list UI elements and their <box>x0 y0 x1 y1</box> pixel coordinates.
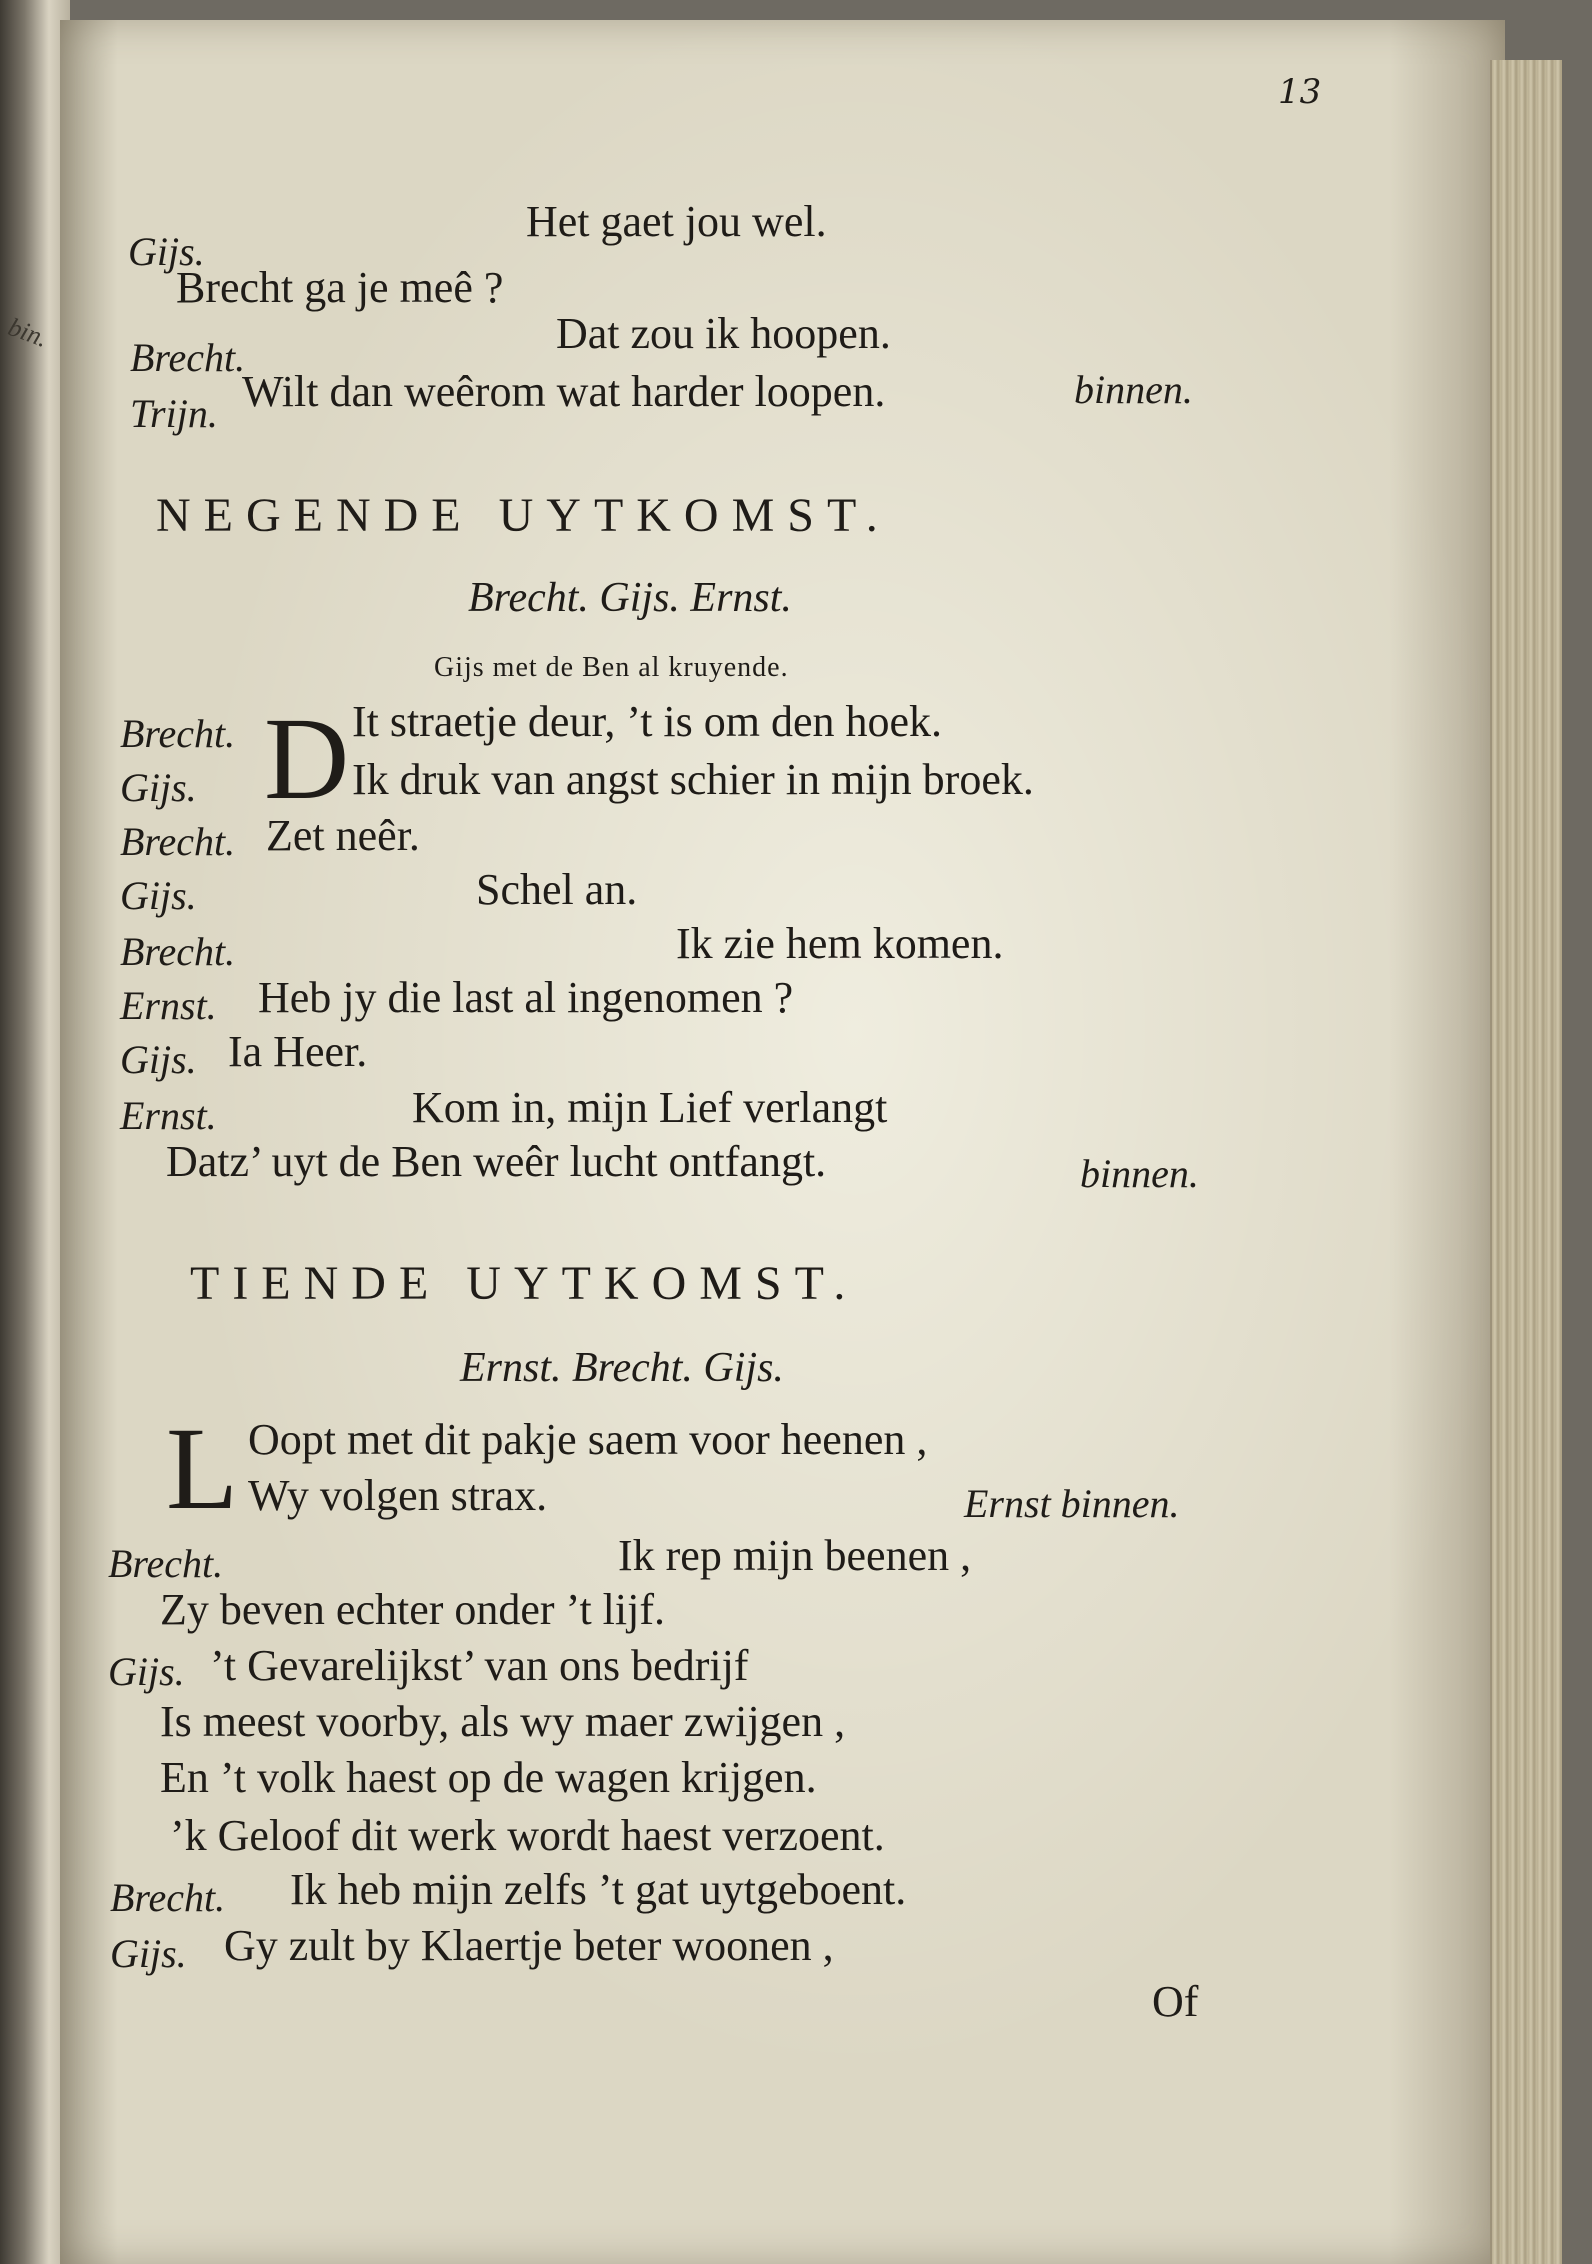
speaker-label: Trijn. <box>130 391 218 436</box>
verse-line: Zet neêr. <box>266 811 420 860</box>
verse-line: Ik heb mijn zelfs ’t gat uytgeboent. <box>290 1865 907 1914</box>
margin-note: bin. <box>4 312 52 353</box>
speaker-label: Brecht. <box>110 1875 226 1920</box>
verse-line: Oopt met dit pakje saem voor heenen , <box>248 1415 928 1464</box>
verse-line: Brecht ga je meê ? <box>176 263 504 312</box>
stage-exit: binnen. <box>1074 367 1193 412</box>
verse-line: Heb jy die last al ingenomen ? <box>258 973 794 1022</box>
verse-line: Wilt dan weêrom wat harder loopen. <box>242 367 886 416</box>
speaker-label: Ernst. <box>120 983 217 1028</box>
page-number: 13 <box>1278 72 1322 112</box>
speaker-label: Brecht. <box>120 819 236 864</box>
verse-line: Wy volgen strax. <box>248 1471 548 1520</box>
drop-cap: D <box>264 693 350 824</box>
verse-line: Ia Heer. <box>228 1027 368 1076</box>
scene-heading: TIENDE UYTKOMST. <box>190 1257 859 1310</box>
verse-line: Kom in, mijn Lief verlangt <box>412 1083 888 1132</box>
stage-exit: binnen. <box>1080 1151 1199 1196</box>
verse-line: Dat zou ik hoopen. <box>556 309 891 358</box>
stage-exit: Ernst binnen. <box>964 1481 1180 1526</box>
speaker-label: Brecht. <box>130 335 246 380</box>
verse-line: Ik zie hem komen. <box>676 919 1004 968</box>
catchword: Of <box>1152 1977 1199 2026</box>
verse-line: Is meest voorby, als wy maer zwijgen , <box>160 1697 846 1746</box>
verse-line: Ik rep mijn beenen , <box>618 1531 972 1580</box>
speaker-label: Gijs. <box>120 1037 197 1082</box>
drop-cap: L <box>166 1403 239 1534</box>
verse-line: Ik druk van angst schier in mijn broek. <box>352 755 1034 804</box>
speaker-label: Brecht. <box>120 929 236 974</box>
speaker-label: Gijs. <box>108 1649 185 1694</box>
speaker-label: Brecht. <box>120 711 236 756</box>
speaker-label: Gijs. <box>128 229 205 274</box>
scene-heading: NEGENDE UYTKOMST. <box>156 489 891 542</box>
speaker-label: Gijs. <box>120 873 197 918</box>
verse-line: Schel an. <box>476 865 638 914</box>
speaker-label: Ernst. <box>120 1093 217 1138</box>
verse-line: Zy beven echter onder ’t lijf. <box>160 1585 665 1634</box>
verse-line: It straetje deur, ’t is om den hoek. <box>352 697 943 746</box>
verse-line: Datz’ uyt de Ben weêr lucht ontfangt. <box>166 1137 827 1186</box>
verse-line: Het gaet jou wel. <box>526 197 827 246</box>
verse-line: ’k Geloof dit werk wordt haest verzoent. <box>170 1811 885 1860</box>
scene-cast: Brecht. Gijs. Ernst. <box>468 575 792 621</box>
speaker-label: Brecht. <box>108 1541 224 1586</box>
page-block-edge <box>1490 60 1562 2264</box>
verse-line: ’t Gevarelijkst’ van ons bedrijf <box>210 1641 749 1690</box>
stage-direction: Gijs met de Ben al kruyende. <box>434 652 789 683</box>
speaker-label: Gijs. <box>120 765 197 810</box>
verse-line: Gy zult by Klaertje beter woonen , <box>224 1921 834 1970</box>
verse-line: En ’t volk haest op de wagen krijgen. <box>160 1753 817 1802</box>
speaker-label: Gijs. <box>110 1931 187 1976</box>
scene-cast: Ernst. Brecht. Gijs. <box>460 1345 784 1391</box>
